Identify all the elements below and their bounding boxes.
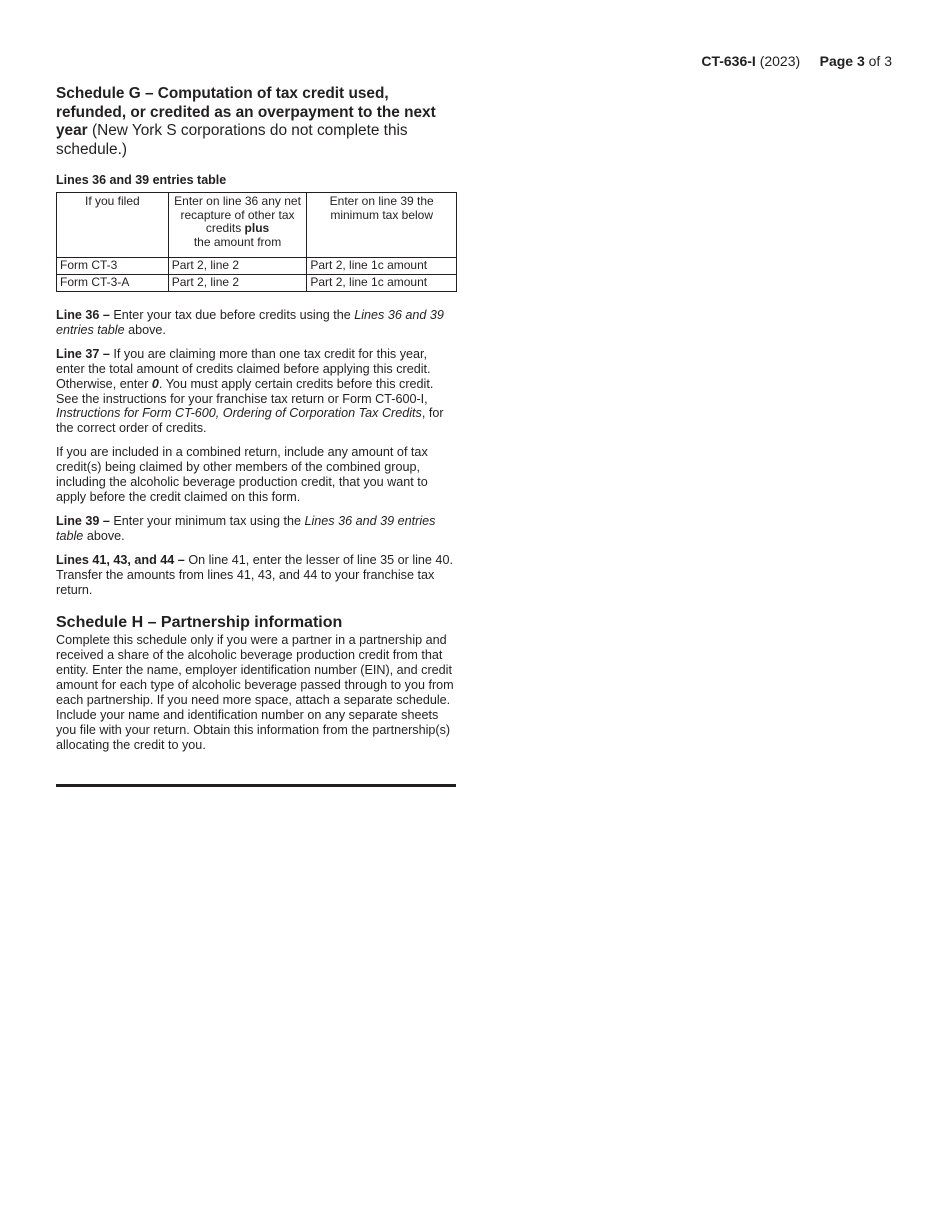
- header-if-you-filed: If you filed: [57, 193, 169, 258]
- table-cell: Form CT-3: [57, 258, 169, 275]
- schedule-g-title: [56, 85, 456, 159]
- line-36-paragraph: Line 36 – Enter your tax due before credits using the Lines 36 and 39 entries table above.: [56, 308, 444, 337]
- table-cell: Form CT-3-A: [57, 275, 169, 292]
- table-row: [57, 275, 457, 292]
- page-of: of 3: [868, 53, 892, 69]
- combined-return-paragraph: If you are included in a combined return, include any amount of tax credit(s) being claimed by other members of the combined group, including the alcoholic beverage production credit, that you want to apply before the credit claimed on this form.: [56, 445, 428, 504]
- header-line-39: Enter on line 39 the minimum tax below: [307, 193, 457, 258]
- table-row: [57, 258, 457, 275]
- schedule-g-note: (New York S corporations do not complete this schedule.): [56, 122, 408, 158]
- section-divider: [56, 784, 456, 787]
- form-year: (2023): [759, 53, 801, 69]
- schedule-g-title-bold: Schedule G – Computation of tax credit used, refunded, or credited as an overpayment to the next year: [56, 85, 436, 139]
- table-cell: Part 2, line 1c amount: [307, 258, 457, 275]
- line-39-paragraph: Line 39 – Enter your minimum tax using the Lines 36 and 39 entries table above.: [56, 513, 436, 543]
- schedule-h-paragraph: Complete this schedule only if you were a partner in a partnership and received a share of the alcoholic beverage production credit from that entity. Enter the name, employer identification number (EIN), and credit amount for each type of alcoholic beverage passed through to you from each partnership. If you need more space, attach a separate schedule. Include your name and identification number on any separate sheets you file with your return. Obtain this information from the partnership(s) allocating the credit to you.: [56, 633, 454, 752]
- page-label: Page 3: [819, 53, 865, 69]
- table-cell: Part 2, line 2: [168, 258, 307, 275]
- line-37-paragraph: Line 37 – If you are claiming more than one tax credit for this year, enter the total amount of credits claimed before applying this credit. Otherwise, enter 0. You must apply certain credits before this credit. See the instructions for your franchise tax return or Form CT-600-I, Instructions for Form CT-600, Ordering of Corporation Tax Credits, for the correct order of credits.: [56, 346, 444, 436]
- content-column: [56, 85, 456, 753]
- lines-41-43-44-paragraph: Lines 41, 43, and 44 – On line 41, enter the lesser of line 35 or line 40. Transfer the amounts from lines 41, 43, and 44 to your franchise tax return.: [56, 552, 453, 597]
- page-header: [701, 53, 892, 69]
- table-cell: Part 2, line 2: [168, 275, 307, 292]
- header-line-36: Enter on line 36 any net recapture of other tax credits plus the amount from: [168, 193, 307, 258]
- table-header-row: [57, 193, 457, 258]
- entries-table: [56, 192, 457, 292]
- table-title: Lines 36 and 39 entries table: [56, 173, 227, 187]
- table-cell: Part 2, line 1c amount: [307, 275, 457, 292]
- schedule-h-title: Schedule H – Partnership information: [56, 614, 343, 632]
- form-id: CT-636-I: [701, 53, 756, 69]
